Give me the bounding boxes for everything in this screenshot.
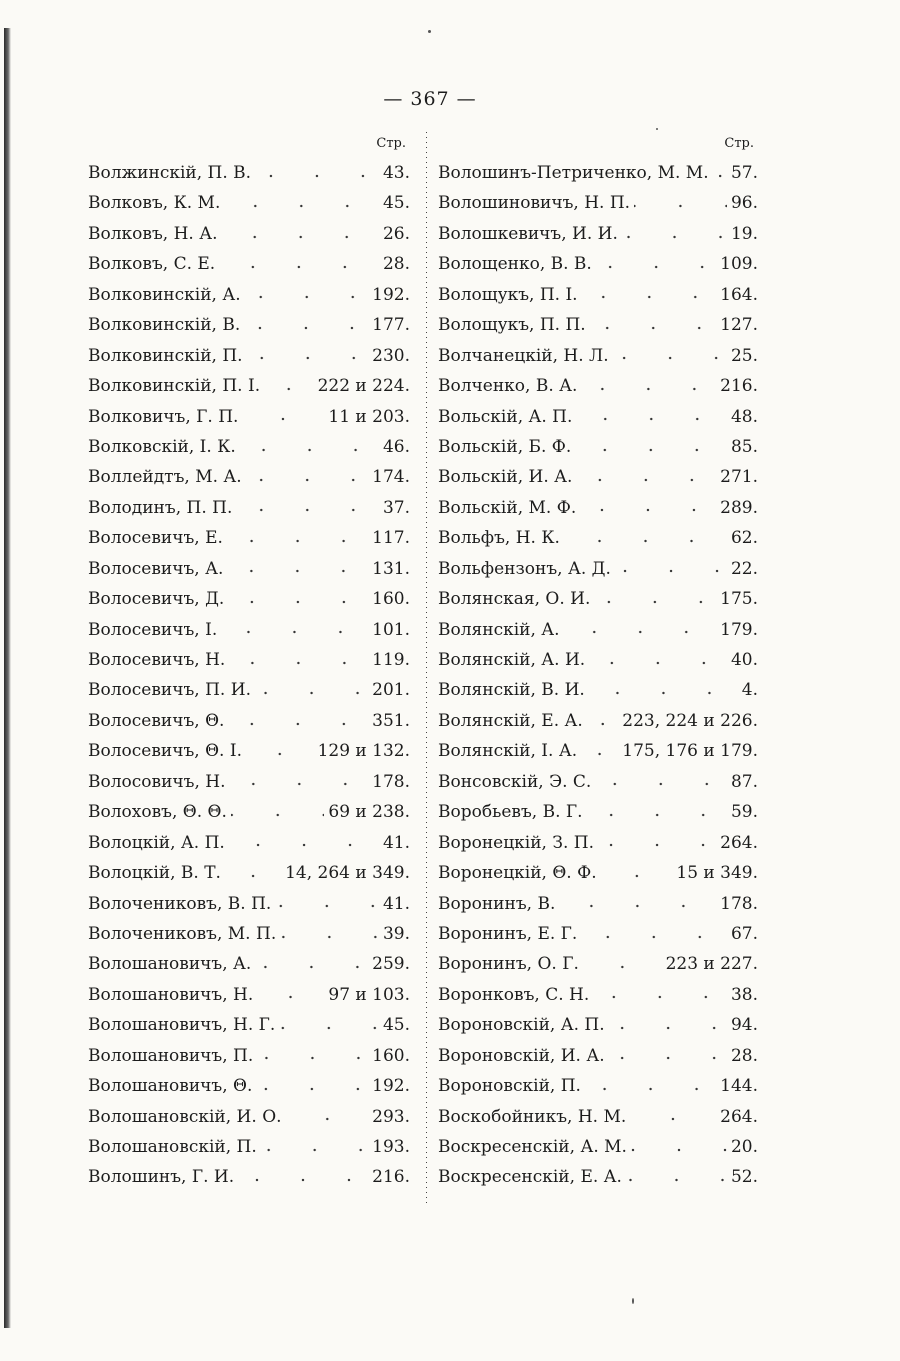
entry-page-ref: 178. xyxy=(372,771,410,792)
entry-name: Волошановскій, И. О. xyxy=(88,1106,282,1127)
entry-page-ref: 179. xyxy=(720,619,758,640)
entry-name: Волошинъ-Петриченко, М. М. xyxy=(438,163,709,183)
entry-page-ref: 192. xyxy=(372,284,410,305)
entry-name: Волощукъ, П. І. xyxy=(438,284,578,305)
index-entry xyxy=(88,645,410,675)
entry-name: Воронковъ, С. Н. xyxy=(438,984,590,1005)
dot-leader xyxy=(593,980,727,1010)
index-entry xyxy=(438,615,758,645)
dot-leader xyxy=(626,1162,727,1192)
entry-page-ref: 25. xyxy=(730,345,758,366)
entry-name: Волошкевичъ, И. И. xyxy=(438,223,618,244)
index-entry xyxy=(438,493,758,523)
index-entry xyxy=(88,462,410,492)
entry-page-ref: 45. xyxy=(382,1015,410,1036)
entry-page-ref: 109. xyxy=(720,254,758,275)
dot-leader xyxy=(246,736,314,766)
index-entry xyxy=(438,310,758,340)
index-entry xyxy=(438,554,758,584)
ink-speck xyxy=(632,1298,634,1304)
dot-leader xyxy=(244,310,368,340)
dot-leader xyxy=(713,158,727,188)
dot-leader xyxy=(228,706,368,736)
entry-name: Волчанецкій, Н. Л. xyxy=(438,345,609,366)
dot-leader xyxy=(221,615,368,645)
index-entry xyxy=(88,980,410,1010)
dot-leader xyxy=(255,949,368,979)
index-entry xyxy=(438,523,758,553)
entry-name: Волощенко, В. В. xyxy=(438,254,592,275)
left-entry-list xyxy=(88,158,410,1193)
dot-leader xyxy=(581,371,716,401)
entry-name: Воронинъ, О. Г. xyxy=(438,954,579,975)
index-entry xyxy=(88,341,410,371)
entry-page-ref: 45. xyxy=(382,193,410,214)
index-entry xyxy=(438,797,758,827)
index-entry xyxy=(88,371,410,401)
entry-page-ref: 57. xyxy=(730,163,758,183)
dot-leader xyxy=(257,1041,368,1071)
dot-leader xyxy=(601,858,673,888)
left-column xyxy=(88,130,410,1193)
entry-name: Волосевичъ, Θ. І. xyxy=(88,741,242,762)
index-entry xyxy=(438,858,758,888)
entry-name: Волочениковъ, М. П. xyxy=(88,923,277,944)
entry-name: Вольфензонъ, А. Д. xyxy=(438,558,611,579)
entry-name: Волоцкій, А. П. xyxy=(88,832,225,853)
entry-name: Вороновскій, П. xyxy=(438,1076,581,1097)
entry-name: Воскресенскій, А. М. xyxy=(438,1137,627,1157)
index-entry xyxy=(88,1102,410,1132)
index-entry xyxy=(438,1132,758,1162)
entry-page-ref: 22. xyxy=(730,558,758,579)
entry-page-ref: 174. xyxy=(372,467,410,488)
entry-page-ref: 28. xyxy=(382,254,410,275)
index-entry xyxy=(438,706,758,736)
entry-page-ref: 264. xyxy=(720,832,758,853)
entry-name: Волошановскій, П. xyxy=(88,1137,257,1157)
entry-page-ref: 259. xyxy=(372,954,410,975)
entry-page-ref: 264. xyxy=(720,1106,758,1127)
dot-leader xyxy=(596,249,716,279)
dot-leader xyxy=(224,188,379,218)
entry-name: Волковинскій, А. xyxy=(88,284,241,305)
entry-name: Воронецкій, З. П. xyxy=(438,832,594,853)
entry-name: Волковичъ, Г. П. xyxy=(88,406,239,427)
entry-name: Волошановичъ, Н. Г. xyxy=(88,1015,276,1036)
index-entry xyxy=(88,432,410,462)
entry-page-ref: 26. xyxy=(382,223,410,244)
dot-leader xyxy=(240,432,379,462)
entry-page-ref: 41. xyxy=(382,893,410,914)
entry-page-ref: 87. xyxy=(730,771,758,792)
entry-page-ref: 216. xyxy=(720,376,758,397)
entry-name: Воронинъ, Е. Г. xyxy=(438,923,578,944)
index-entry xyxy=(88,1132,410,1162)
entry-name: Волошановичъ, Н. xyxy=(88,984,254,1005)
index-entry xyxy=(438,1102,758,1132)
entry-name: Волжинскій, П. В. xyxy=(88,163,252,183)
entry-name: Воронинъ, В. xyxy=(438,893,556,914)
dot-leader xyxy=(255,675,368,705)
entry-page-ref: 46. xyxy=(382,436,410,457)
entry-name: Волочениковъ, В. П. xyxy=(88,893,272,914)
dot-leader xyxy=(280,919,379,949)
dot-leader xyxy=(286,1102,369,1132)
dot-leader xyxy=(609,1041,727,1071)
index-entry xyxy=(88,706,410,736)
index-entry xyxy=(88,797,410,827)
entry-page-ref: 97 и 103. xyxy=(328,984,410,1005)
index-entry xyxy=(88,280,410,310)
dot-leader xyxy=(245,280,369,310)
entry-name: Волченко, В. А. xyxy=(438,376,578,397)
dot-leader xyxy=(228,584,368,614)
book-binding-edge xyxy=(4,28,11,1328)
entry-page-ref: 28. xyxy=(730,1045,758,1066)
index-entry xyxy=(88,858,410,888)
entry-page-ref: 177. xyxy=(372,315,410,336)
entry-name: Волощукъ, П. П. xyxy=(438,315,586,336)
entry-page-ref: 101. xyxy=(372,619,410,640)
index-entry xyxy=(438,1162,758,1192)
index-entry xyxy=(438,919,758,949)
entry-page-ref: 11 и 203. xyxy=(328,406,410,427)
entry-page-ref: 96. xyxy=(730,193,758,214)
dot-leader xyxy=(227,554,368,584)
entry-page-ref: 129 и 132. xyxy=(317,741,410,762)
entry-name: Воронецкій, Θ. Ф. xyxy=(438,863,597,884)
entry-page-ref: 164. xyxy=(720,284,758,305)
dot-leader xyxy=(279,1010,379,1040)
index-entry xyxy=(438,828,758,858)
entry-name: Вонсовскій, Э. С. xyxy=(438,771,592,792)
dot-leader xyxy=(575,432,727,462)
entry-name: Волянскій, І. А. xyxy=(438,741,578,762)
dot-leader xyxy=(564,615,717,645)
dot-leader xyxy=(238,1162,368,1192)
entry-page-ref: 4. xyxy=(741,680,758,701)
entry-page-ref: 117. xyxy=(372,528,410,549)
index-entry xyxy=(88,1071,410,1101)
index-entry xyxy=(88,402,410,432)
entry-name: Вольфъ, Н. К. xyxy=(438,528,560,549)
index-entry xyxy=(88,584,410,614)
index-entry xyxy=(88,1041,410,1071)
entry-name: Волковинскій, В. xyxy=(88,315,241,336)
dot-leader xyxy=(581,919,727,949)
dot-leader xyxy=(225,858,281,888)
index-entry xyxy=(88,1010,410,1040)
dot-leader xyxy=(246,462,368,492)
entry-page-ref: 175, 176 и 179. xyxy=(622,741,758,762)
entry-page-ref: 39. xyxy=(382,923,410,944)
entry-page-ref: 19. xyxy=(730,223,758,244)
dot-leader xyxy=(229,828,379,858)
index-entry xyxy=(438,645,758,675)
dot-leader xyxy=(255,158,379,188)
dot-leader xyxy=(231,797,325,827)
entry-page-ref: 94. xyxy=(730,1015,758,1036)
dot-leader xyxy=(630,1102,716,1132)
index-entry xyxy=(438,219,758,249)
index-entry xyxy=(88,767,410,797)
index-entry xyxy=(88,1162,410,1192)
entry-page-ref: 43. xyxy=(382,163,410,183)
index-entry xyxy=(438,1010,758,1040)
index-entry xyxy=(438,432,758,462)
entry-name: Волковъ, С. Е. xyxy=(88,254,216,275)
dot-leader xyxy=(594,584,716,614)
entry-name: Волоцкій, В. Т. xyxy=(88,863,221,884)
entry-page-ref: 127. xyxy=(720,315,758,336)
dot-leader xyxy=(261,1132,368,1162)
dot-leader xyxy=(230,767,369,797)
dot-leader xyxy=(576,402,727,432)
entry-page-ref: 216. xyxy=(372,1167,410,1188)
index-entry xyxy=(438,584,758,614)
index-entry xyxy=(88,919,410,949)
dot-leader xyxy=(613,341,727,371)
entry-name: Воскобойникъ, Н. М. xyxy=(438,1106,627,1127)
index-entry xyxy=(438,889,758,919)
index-entry xyxy=(438,980,758,1010)
entry-name: Волосевичъ, Θ. xyxy=(88,710,225,731)
entry-name: Волосевичъ, Н. xyxy=(88,650,226,670)
index-entry xyxy=(88,889,410,919)
entry-name: Волосевичъ, П. И. xyxy=(88,680,251,701)
entry-name: Вольскій, М. Ф. xyxy=(438,497,577,518)
entry-name: Воскресенскій, Е. А. xyxy=(438,1167,622,1188)
entry-name: Вольскій, Б. Ф. xyxy=(438,436,572,457)
entry-page-ref: 293. xyxy=(372,1106,410,1127)
index-entry xyxy=(438,736,758,766)
dot-leader xyxy=(585,1071,716,1101)
dot-leader xyxy=(236,493,379,523)
index-entry xyxy=(88,828,410,858)
index-entry xyxy=(438,402,758,432)
dot-leader xyxy=(582,280,717,310)
index-entry xyxy=(88,219,410,249)
index-entry xyxy=(438,767,758,797)
entry-page-ref: 67. xyxy=(730,923,758,944)
entry-name: Волосевичъ, Е. xyxy=(88,528,223,549)
entry-name: Волосевичъ, Д. xyxy=(88,589,225,610)
dot-leader xyxy=(631,1132,727,1162)
index-entry xyxy=(438,158,758,188)
right-entry-list xyxy=(438,158,758,1193)
column-divider xyxy=(421,132,431,1204)
dot-leader xyxy=(275,889,379,919)
page-number: — 367 — xyxy=(383,88,477,110)
index-entry xyxy=(438,949,758,979)
dot-leader xyxy=(609,1010,727,1040)
entry-page-ref: 85. xyxy=(730,436,758,457)
dot-leader xyxy=(590,310,716,340)
index-entry xyxy=(88,615,410,645)
entry-page-ref: 175. xyxy=(720,589,758,610)
entry-page-ref: 230. xyxy=(372,345,410,366)
dot-leader xyxy=(589,645,727,675)
dot-leader xyxy=(589,675,738,705)
entry-page-ref: 119. xyxy=(372,650,410,670)
dot-leader xyxy=(615,554,727,584)
index-entry xyxy=(88,493,410,523)
ink-speck xyxy=(428,30,431,33)
dot-leader xyxy=(598,828,716,858)
entry-name: Волошановичъ, П. xyxy=(88,1045,254,1066)
index-entry xyxy=(88,736,410,766)
index-entry xyxy=(88,675,410,705)
dot-leader xyxy=(559,889,716,919)
index-entry xyxy=(438,280,758,310)
entry-name: Волоховъ, Θ. Θ. xyxy=(88,802,227,823)
dot-leader xyxy=(595,767,727,797)
dot-leader xyxy=(257,980,324,1010)
entry-page-ref: 41. xyxy=(382,832,410,853)
entry-name: Волосевичъ, І. xyxy=(88,619,218,640)
entry-page-ref: 69 и 238. xyxy=(328,802,410,823)
entry-page-ref: 193. xyxy=(372,1137,410,1157)
page-column-header: Стр. xyxy=(376,136,406,151)
index-entry xyxy=(88,249,410,279)
index-entry xyxy=(88,949,410,979)
entry-page-ref: 178. xyxy=(720,893,758,914)
index-entry xyxy=(438,249,758,279)
entry-name: Волошинъ, Г. И. xyxy=(88,1167,235,1188)
dot-leader xyxy=(622,219,727,249)
dot-leader xyxy=(219,249,379,279)
entry-page-ref: 223 и 227. xyxy=(665,954,758,975)
dot-leader xyxy=(256,1071,368,1101)
entry-page-ref: 14, 264 и 349. xyxy=(285,863,410,884)
entry-name: Волошановичъ, Θ. xyxy=(88,1076,253,1097)
entry-page-ref: 160. xyxy=(372,589,410,610)
dot-leader xyxy=(264,371,313,401)
entry-page-ref: 48. xyxy=(730,406,758,427)
entry-page-ref: 20. xyxy=(730,1137,758,1157)
dot-leader xyxy=(564,523,727,553)
entry-name: Вороновскій, А. П. xyxy=(438,1015,605,1036)
dot-leader xyxy=(227,523,368,553)
entry-name: Волковинскій, П. І. xyxy=(88,376,261,397)
dot-leader xyxy=(242,402,324,432)
entry-name: Волковскій, І. К. xyxy=(88,436,236,457)
entry-name: Вороновскій, И. А. xyxy=(438,1045,605,1066)
entry-name: Вольскій, И. А. xyxy=(438,467,573,488)
dot-leader xyxy=(222,219,379,249)
entry-page-ref: 223, 224 и 226. xyxy=(622,710,758,731)
entry-page-ref: 37. xyxy=(382,497,410,518)
entry-page-ref: 201. xyxy=(372,680,410,701)
entry-name: Вольскій, А. П. xyxy=(438,406,573,427)
entry-name: Воробьевъ, В. Г. xyxy=(438,802,583,823)
dot-leader xyxy=(576,462,716,492)
entry-name: Волосовичъ, Н. xyxy=(88,771,226,792)
index-entry xyxy=(88,554,410,584)
entry-page-ref: 62. xyxy=(730,528,758,549)
entry-name: Воллейдтъ, М. А. xyxy=(88,467,242,488)
right-column xyxy=(438,130,758,1193)
index-entry xyxy=(438,1071,758,1101)
entry-page-ref: 144. xyxy=(720,1076,758,1097)
entry-name: Волянскій, Е. А. xyxy=(438,710,583,731)
entry-name: Волошановичъ, А. xyxy=(88,954,252,975)
entry-page-ref: 271. xyxy=(720,467,758,488)
dot-leader xyxy=(581,736,618,766)
entry-name: Волковъ, К. М. xyxy=(88,193,221,214)
entry-name: Володинъ, П. П. xyxy=(88,497,233,518)
page-column-header: Стр. xyxy=(724,136,754,151)
index-entry xyxy=(438,462,758,492)
index-entry xyxy=(438,675,758,705)
entry-page-ref: 15 и 349. xyxy=(676,863,758,884)
index-entry xyxy=(438,1041,758,1071)
entry-name: Волковинскій, П. xyxy=(88,345,243,366)
index-entry xyxy=(88,310,410,340)
index-entry xyxy=(438,371,758,401)
index-entry xyxy=(88,523,410,553)
entry-page-ref: 59. xyxy=(730,802,758,823)
entry-name: Волосевичъ, А. xyxy=(88,558,224,579)
entry-page-ref: 52. xyxy=(730,1167,758,1188)
index-entry xyxy=(88,158,410,188)
entry-page-ref: 192. xyxy=(372,1076,410,1097)
entry-page-ref: 222 и 224. xyxy=(317,376,410,397)
entry-page-ref: 40. xyxy=(730,650,758,670)
entry-page-ref: 289. xyxy=(720,497,758,518)
dot-leader xyxy=(587,706,618,736)
dot-leader xyxy=(634,188,727,218)
entry-name: Волянская, О. И. xyxy=(438,589,591,610)
dot-leader xyxy=(583,949,662,979)
dot-leader xyxy=(247,341,369,371)
entry-name: Волошиновичъ, Н. П. xyxy=(438,193,631,214)
index-entry xyxy=(438,188,758,218)
entry-name: Волянскій, А. И. xyxy=(438,650,586,670)
entry-page-ref: 38. xyxy=(730,984,758,1005)
entry-name: Волянскій, В. И. xyxy=(438,680,585,701)
dot-leader xyxy=(587,797,727,827)
entry-page-ref: 351. xyxy=(372,710,410,731)
index-entry xyxy=(438,341,758,371)
index-entry xyxy=(88,188,410,218)
dot-leader xyxy=(229,645,368,675)
entry-name: Волковъ, Н. А. xyxy=(88,223,218,244)
entry-page-ref: 131. xyxy=(372,558,410,579)
entry-page-ref: 160. xyxy=(372,1045,410,1066)
dot-leader xyxy=(580,493,716,523)
entry-name: Волянскій, А. xyxy=(438,619,560,640)
